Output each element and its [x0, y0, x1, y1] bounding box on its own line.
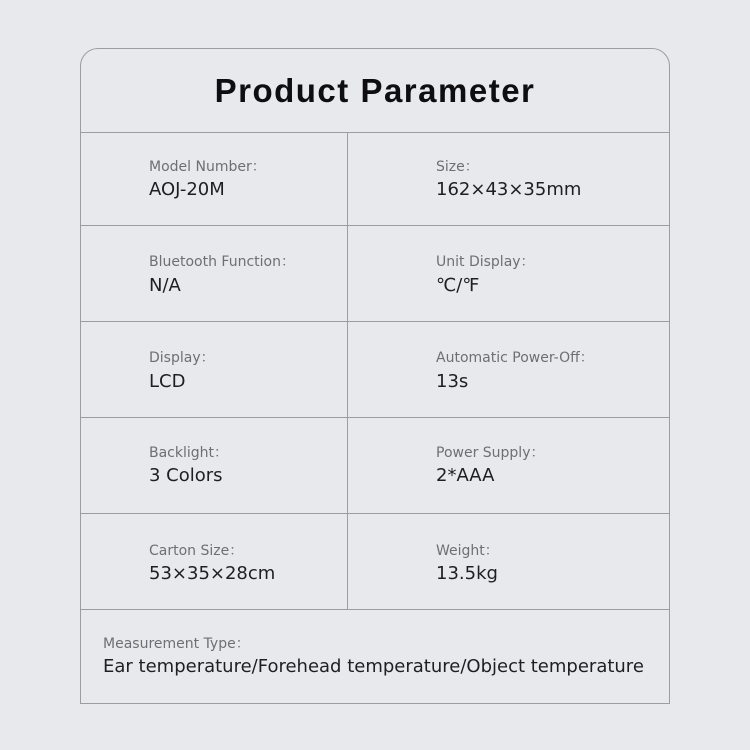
param-label: Carton Size： [149, 543, 244, 559]
param-value: AOJ-20M [149, 179, 225, 200]
param-label: Bluetooth Function： [149, 254, 295, 270]
param-label: Size： [436, 159, 479, 175]
product-parameter-card [80, 48, 670, 704]
param-value: N/A [149, 275, 181, 296]
param-label: Unit Display： [436, 254, 535, 270]
divider [81, 417, 669, 418]
param-value: 53×35×28cm [149, 563, 276, 584]
param-value: LCD [149, 371, 186, 392]
column-divider [347, 132, 348, 609]
param-value: 13.5kg [436, 563, 498, 584]
param-label: Display： [149, 350, 215, 366]
divider [81, 225, 669, 226]
page-title: Product Parameter [214, 71, 536, 109]
param-label: Backlight： [149, 445, 229, 461]
param-value: 162×43×35mm [436, 179, 582, 200]
param-value: ℃/℉ [436, 275, 480, 296]
param-value: Ear temperature/Forehead temperature/Object temperature [103, 656, 644, 677]
divider [81, 609, 669, 610]
divider [81, 132, 669, 133]
param-value: 2*AAA [436, 465, 495, 486]
param-label: Model Number： [149, 159, 266, 175]
param-label: Measurement Type： [103, 636, 250, 652]
divider [81, 321, 669, 322]
param-value: 3 Colors [149, 465, 223, 486]
param-label: Automatic Power-Off： [436, 350, 594, 366]
divider [81, 513, 669, 514]
param-label: Power Supply： [436, 445, 545, 461]
param-label: Weight： [436, 543, 499, 559]
param-value: 13s [436, 371, 469, 392]
